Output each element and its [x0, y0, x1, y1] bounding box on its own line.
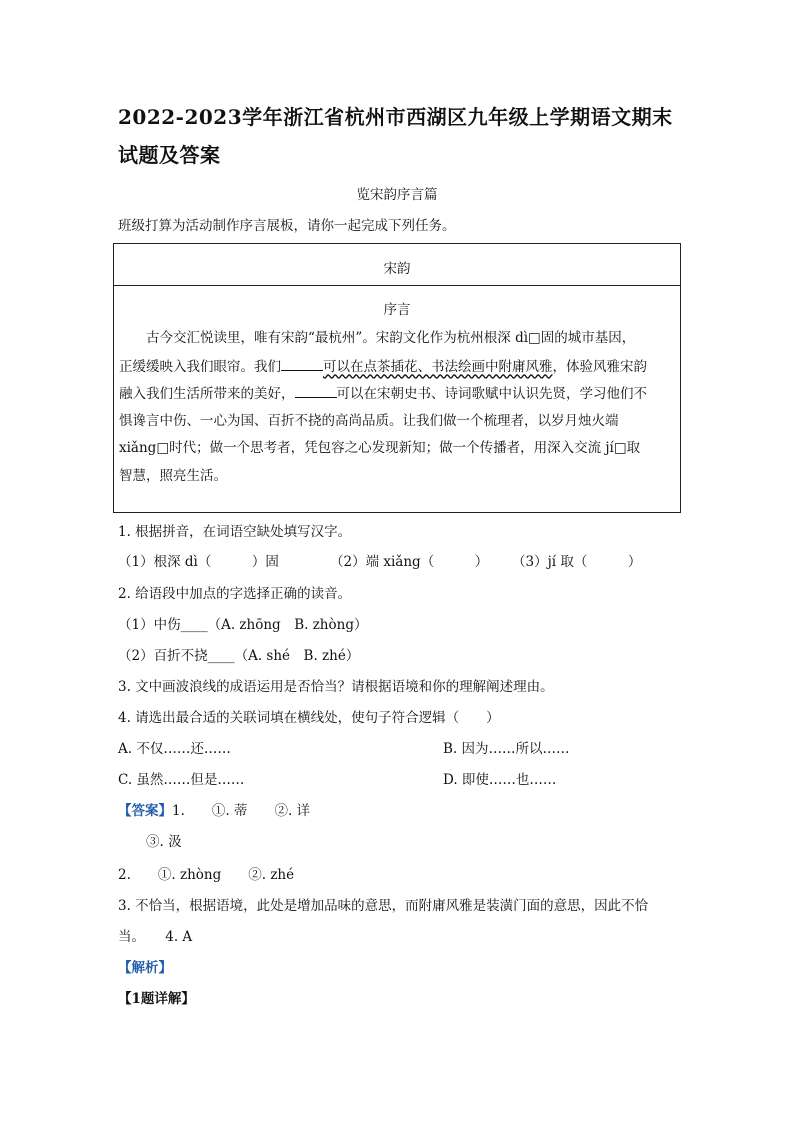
- preface-line: 智慧，照亮生活。: [119, 467, 227, 484]
- answer-tag: 【答案】: [118, 803, 172, 819]
- preface-text: 可以在宋朝史书、诗词歌赋中认识先贤，学习他们不: [336, 386, 647, 402]
- option-b: B. 因为……所以……: [443, 741, 570, 757]
- answer-line: 当。 4. A: [118, 929, 193, 945]
- answer-line: [118, 801, 310, 821]
- preface-text: ，体验风雅宋韵: [552, 358, 647, 375]
- question-4: 4. 请选出最合适的关联词填在横线处，使句子符合逻辑（ ）: [118, 710, 500, 726]
- preface-text: 融入我们生活所带来的美好，: [119, 386, 295, 402]
- q1-item: （2）端 xiǎng（ ）: [330, 554, 489, 570]
- analysis-tag: 【解析】: [118, 960, 172, 976]
- question-2: 2. 给语段中加点的字选择正确的读音。: [118, 586, 352, 602]
- q2-item-b: （2）百折不挠____（A. shé B. zhé）: [118, 648, 360, 664]
- box-divider: [114, 285, 680, 286]
- preface-text: 正缓缓映入我们眼帘。我们: [119, 358, 281, 375]
- wavy-underlined-text: 可以在点茶插花、书法绘画中附庸风雅: [323, 358, 553, 375]
- answer-text: 1. ①. 蒂 ②. 详: [172, 803, 311, 819]
- option-c: C. 虽然……但是……: [118, 772, 245, 788]
- question-3: 3. 文中画波浪线的成语运用是否恰当？请根据语境和你的理解阐述理由。: [118, 679, 554, 695]
- answer-line: 3. 不恰当，根据语境，此处是增加品味的意思，而附庸风雅是装潢门面的意思，因此不恰: [118, 898, 649, 914]
- q2-item-a: （1）中伤____（A. zhōng B. zhòng）: [118, 617, 368, 633]
- section-subtitle: 览宋韵序言篇: [356, 187, 438, 203]
- preface-paragraph: [119, 328, 675, 493]
- q1-item: （3）jí 取（ ）: [512, 554, 642, 570]
- fill-blank: [295, 383, 337, 398]
- preface-line: 古今交汇悦读里，唯有宋韵“最杭州”。宋韵文化作为杭州根深 dì□固的城市基因，: [146, 330, 636, 346]
- page-title: 2022-2023学年浙江省杭州市西湖区九年级上学期语文期末试题及答案: [118, 105, 673, 167]
- preface-line: [119, 356, 675, 384]
- question-1: 1. 根据拼音，在词语空缺处填写汉字。: [118, 524, 352, 540]
- answer-line: 2. ①. zhòng ②. zhé: [118, 867, 295, 883]
- preface-line: [119, 383, 675, 411]
- answer-line: ③. 汲: [146, 834, 182, 850]
- box-heading: 宋韵: [383, 261, 411, 277]
- preface-line: xiǎng□时代；做一个思考者，凭包容之心发现新知；做一个传播者，用深入交流 jí□取: [119, 440, 641, 456]
- option-d: D. 即使……也……: [443, 772, 557, 788]
- q1-item: （1）根深 dì（ ）固: [118, 554, 279, 570]
- option-a: A. 不仅……还……: [118, 741, 231, 757]
- preface-box: [113, 243, 681, 513]
- box-subheading: 序言: [383, 302, 411, 318]
- detail-heading: 【1题详解】: [118, 991, 195, 1007]
- preface-line: 惧谗言中伤、一心为国、百折不挠的高尚品质。让我们做一个梳理者，以岁月烛火端: [119, 412, 619, 429]
- fill-blank: [281, 356, 323, 371]
- task-intro: 班级打算为活动制作序言展板，请你一起完成下列任务。: [118, 218, 456, 234]
